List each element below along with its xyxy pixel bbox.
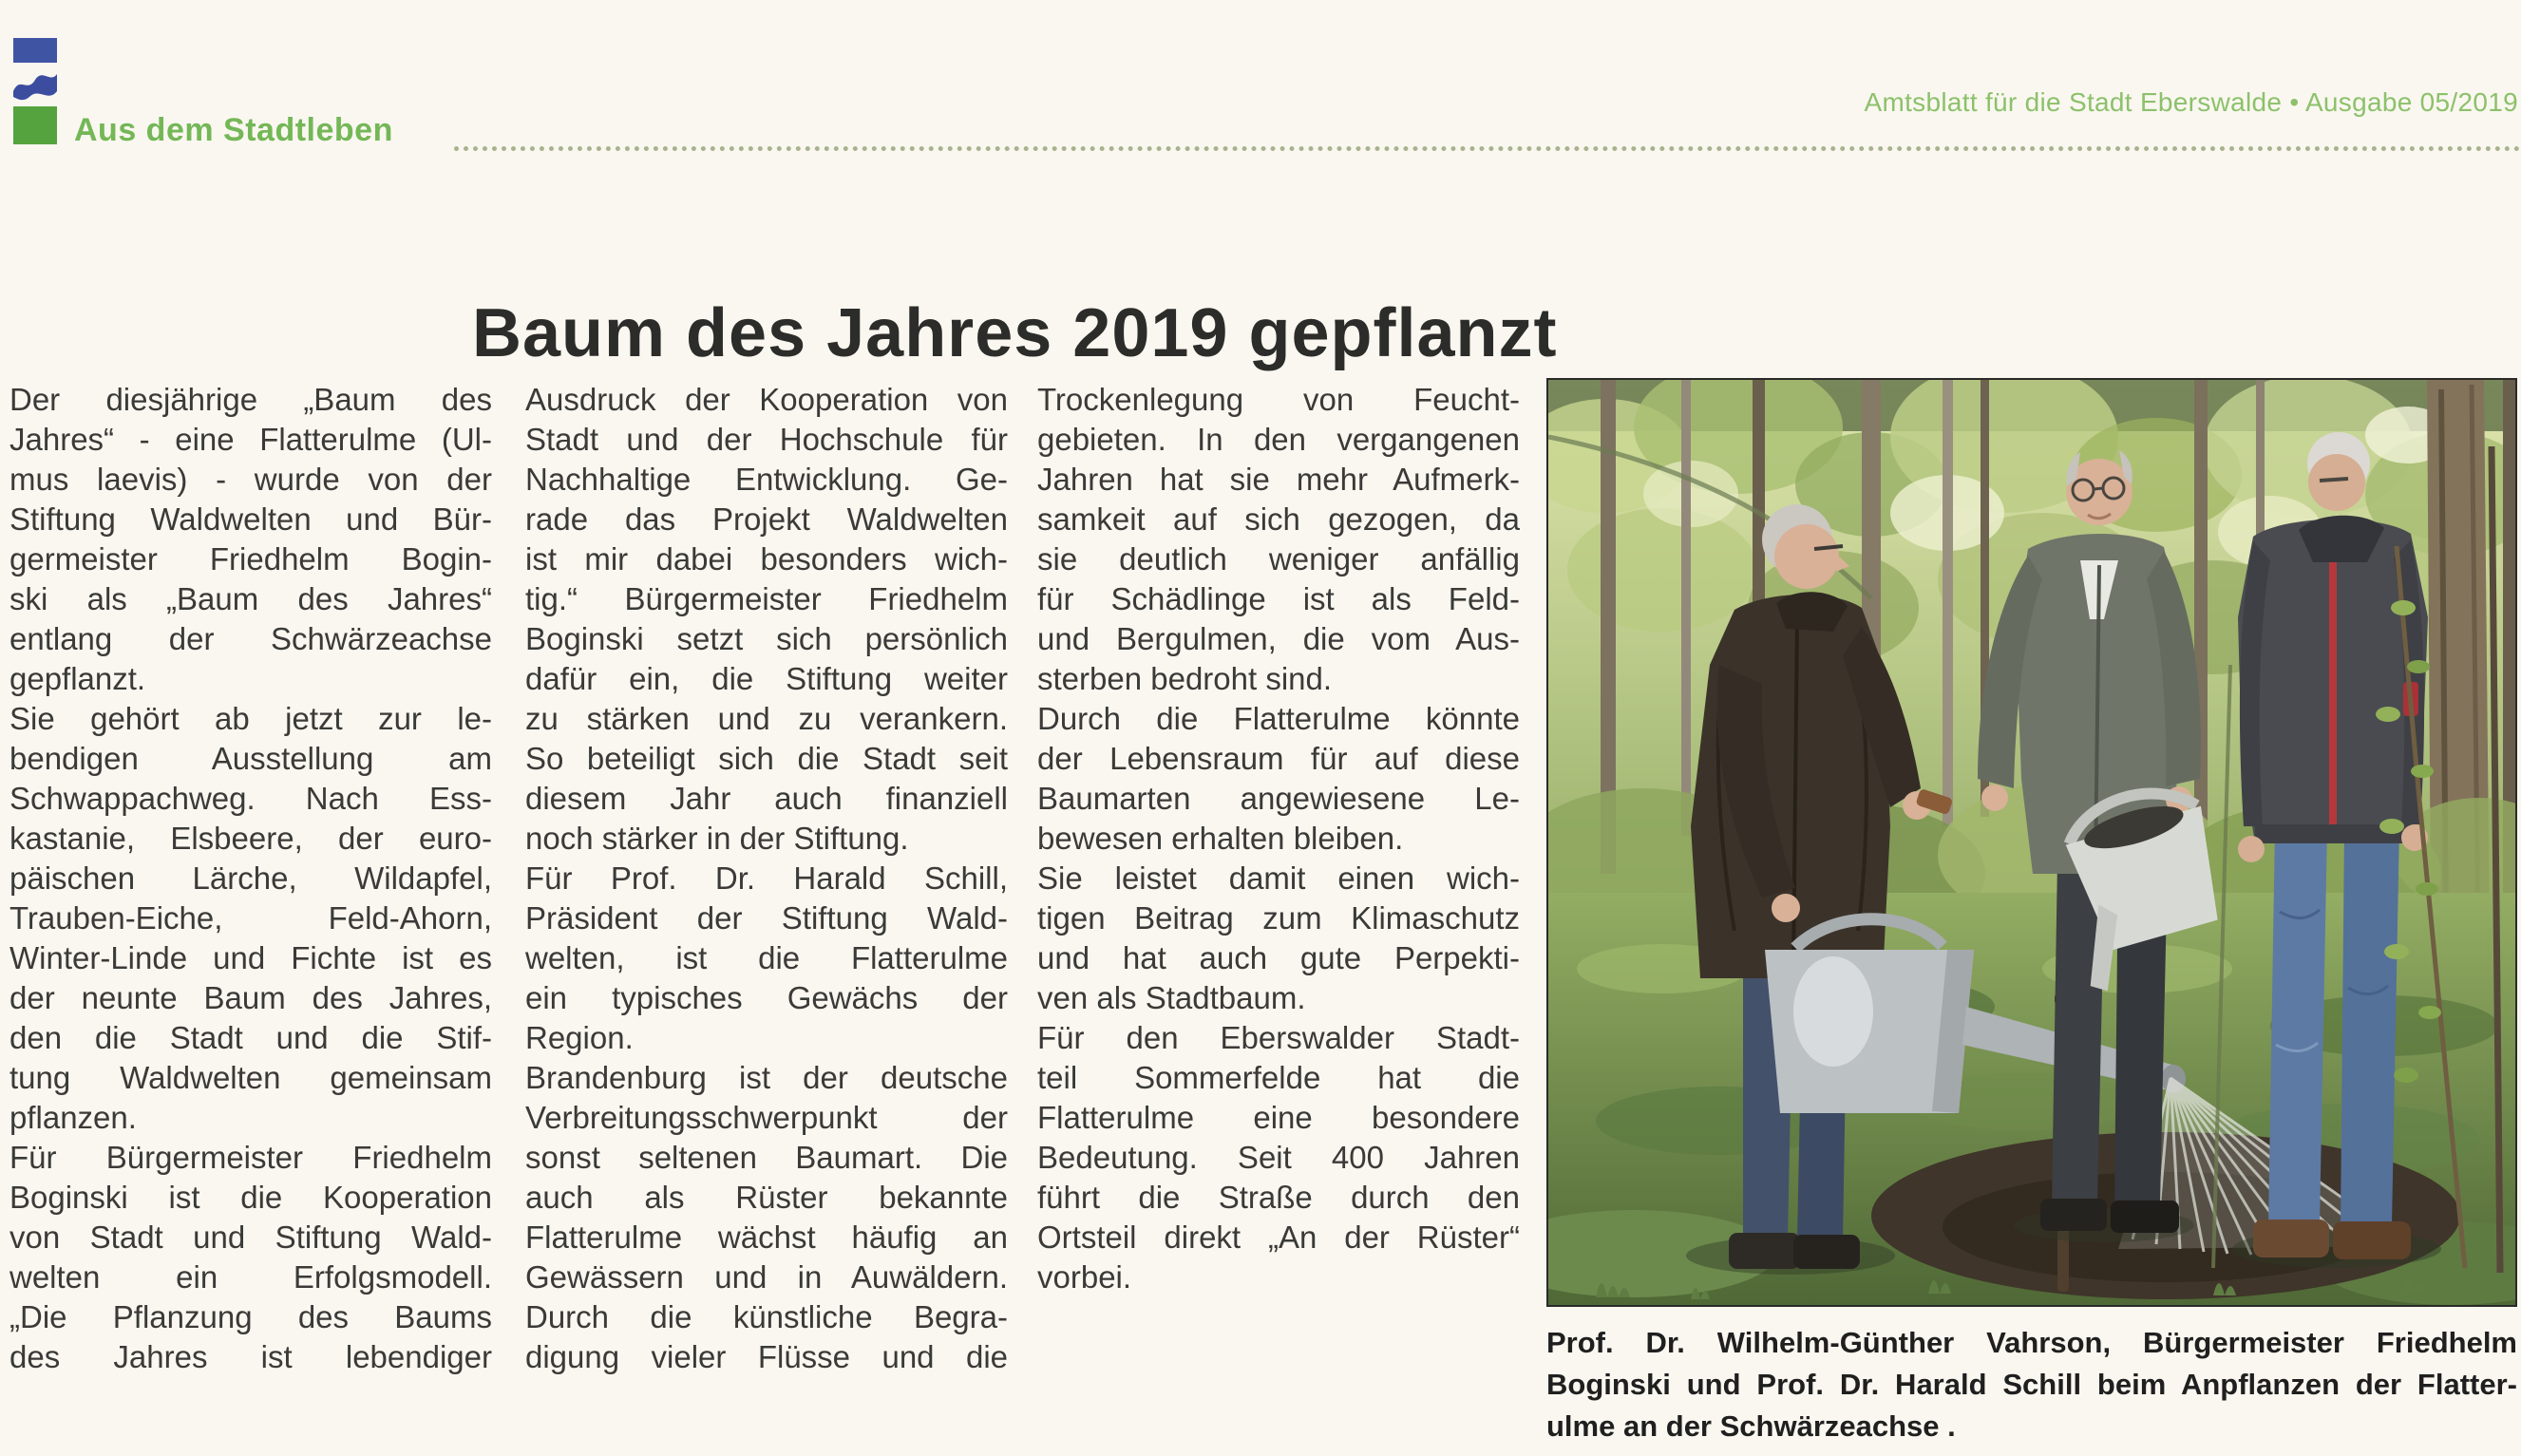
photo-illustration [1548, 380, 2515, 1305]
section-label: Aus dem Stadtleben [74, 112, 393, 148]
article-text-line: Nachhaltige Entwicklung. Ge- [525, 462, 1008, 497]
article-text-line: entlang der Schwärzeachse [9, 621, 492, 656]
article-text-line: sie deutlich weniger anfällig [1037, 541, 1520, 577]
logo-blue-bar [13, 38, 57, 63]
article-text-line: bewesen erhalten bleiben. [1037, 821, 1404, 856]
red-zipper [2329, 562, 2337, 836]
article-text-line: ist mir dabei besonders wich- [525, 541, 1008, 577]
article-text-line: Schwappachweg. Nach Ess- [9, 781, 492, 816]
article-text-line: Der diesjährige „Baum des [9, 382, 492, 417]
article-text-line: Prof. Dr. Wilhelm-Günther Vahrson, Bürgermeister Friedhelm [1546, 1326, 2517, 1359]
article-text-line: Durch die künstliche Begra- [525, 1299, 1008, 1334]
article-text-line: Ausdruck der Kooperation von [525, 382, 1008, 417]
article-text-line: Für den Eberswalder Stadt- [1037, 1020, 1520, 1055]
logo-green-bar [13, 106, 57, 144]
article-text-line: Ortsteil direkt „An der Rüster“ [1037, 1220, 1520, 1255]
article-text-line: kastanie, Elsbeere, der euro- [9, 821, 492, 856]
article-text-line: samkeit auf sich gezogen, da [1037, 501, 1520, 537]
article-text-line: Boginski und Prof. Dr. Harald Schill beim Anpflanzen der Flatter- [1546, 1368, 2517, 1401]
article-text-line: pflanzen. [9, 1100, 137, 1135]
article-text-line: teil Sommerfelde hat die [1037, 1060, 1520, 1095]
article-text-line: und Bergulmen, die vom Aus- [1037, 621, 1520, 656]
article-text-line: Jahren hat sie mehr Aufmerk- [1037, 462, 1520, 497]
article-text-line: Boginski setzt sich persönlich [525, 621, 1008, 656]
article-text-line: Für Prof. Dr. Harald Schill, [525, 860, 1008, 896]
article-column-1 [9, 380, 492, 1377]
article-text-line: ein typisches Gewächs der [525, 980, 1008, 1015]
article-text-line: Flatterulme wächst häufig an [525, 1220, 1008, 1255]
article-text-line: So beteiligt sich die Stadt seit [525, 741, 1008, 776]
article-text-line: dafür ein, die Stiftung weiter [525, 661, 1008, 696]
article-text-line: Brandenburg ist der deutsche [525, 1060, 1008, 1095]
article-text-line: für Schädlinge ist als Feld- [1037, 581, 1520, 616]
article-text-line: Präsident der Stiftung Wald- [525, 900, 1008, 936]
article-text-line: mus laevis) - wurde von der [9, 462, 492, 497]
article-text-line: ulme an der Schwärzeachse . [1546, 1409, 1956, 1443]
logo-wave-icon [13, 70, 57, 101]
article-text-line: Trauben-Eiche, Feld-Ahorn, [9, 900, 492, 936]
article-text-line: tig.“ Bürgermeister Friedhelm [525, 581, 1008, 616]
article-text-line: päischen Lärche, Wildapfel, [9, 860, 492, 896]
photo-caption [1546, 1322, 2517, 1447]
article-text-line: germeister Friedhelm Bogin- [9, 541, 492, 577]
right-man-glasses [2320, 479, 2348, 481]
article-text-line: Sie leistet damit einen wich- [1037, 860, 1520, 896]
article-text-line: digung vieler Flüsse und die [525, 1339, 1008, 1374]
article-text-line: sterben bedroht sind. [1037, 661, 1333, 696]
article-column-2 [525, 380, 1008, 1377]
article-text-line: diesem Jahr auch finanziell [525, 781, 1008, 816]
article-text-line: Durch die Flatterulme könnte [1037, 701, 1520, 736]
eberswalde-logo [13, 38, 57, 144]
article-text-line: noch stärker in der Stiftung. [525, 821, 909, 856]
article-text-line: gepflanzt. [9, 661, 146, 696]
article-text-line: Jahres“ - eine Flatterulme (Ul- [9, 422, 492, 457]
right-man-head [2308, 454, 2365, 511]
article-text-line: Verbreitungsschwerpunkt der [525, 1100, 1008, 1135]
article-text-line: des Jahres ist lebendiger [9, 1339, 492, 1374]
article-text-line: welten, ist die Flatterulme [525, 940, 1008, 975]
article-text-line: Sie gehört ab jetzt zur le- [9, 701, 492, 736]
issue-label: Amtsblatt für die Stadt Eberswalde • Ausgabe 05/2019 [1864, 87, 2518, 117]
article-text-line: Stiftung Waldwelten und Bür- [9, 501, 492, 537]
article-text-line: Region. [525, 1020, 634, 1055]
article-text-line: der neunte Baum des Jahres, [9, 980, 492, 1015]
article-text-line: Für Bürgermeister Friedhelm [9, 1140, 492, 1175]
article-text-line: Boginski ist die Kooperation [9, 1180, 492, 1215]
article-text-line: ski als „Baum des Jahres“ [9, 581, 492, 616]
article-text-line: vorbei. [1037, 1259, 1132, 1295]
article-text-line: rade das Projekt Waldwelten [525, 501, 1008, 537]
article-column-3 [1037, 380, 1520, 1297]
article-text-line: Bedeutung. Seit 400 Jahren [1037, 1140, 1520, 1175]
article-text-line: „Die Pflanzung des Baums [9, 1299, 492, 1334]
article-text-line: Winter-Linde und Fichte ist es [9, 940, 492, 975]
article-text-line: Baumarten angewiesene Le- [1037, 781, 1520, 816]
article-text-line: welten ein Erfolgsmodell. [9, 1259, 492, 1295]
article-text-line: zu stärken und zu verankern. [525, 701, 1008, 736]
article-text-line: tung Waldwelten gemeinsam [9, 1060, 492, 1095]
article-text-line: gebieten. In den vergangenen [1037, 422, 1520, 457]
article-text-line: und hat auch gute Perpekti- [1037, 940, 1520, 975]
article-text-line: führt die Straße durch den [1037, 1180, 1520, 1215]
article-text-line: der Lebensraum für auf diese [1037, 741, 1520, 776]
article-photo [1546, 378, 2517, 1307]
article-text-line: auch als Rüster bekannte [525, 1180, 1008, 1215]
left-man-head [1774, 524, 1839, 589]
article-text-line: Gewässern und in Auwäldern. [525, 1259, 1008, 1295]
article-text-line: von Stadt und Stiftung Wald- [9, 1220, 492, 1255]
article-text-line: Flatterulme eine besondere [1037, 1100, 1520, 1135]
article-text-line: den die Stadt und die Stif- [9, 1020, 492, 1055]
article-text-line: bendigen Ausstellung am [9, 741, 492, 776]
article-text-line: ven als Stadtbaum. [1037, 980, 1306, 1015]
article-text-line: Trockenlegung von Feucht- [1037, 382, 1520, 417]
dotted-rule [454, 122, 2521, 151]
article-text-line: tigen Beitrag zum Klimaschutz [1037, 900, 1520, 936]
article-text-line: sonst seltenen Baumart. Die [525, 1140, 1008, 1175]
article-headline: Baum des Jahres 2019 gepflanzt [472, 295, 1558, 372]
article-text-line: Stadt und der Hochschule für [525, 422, 1008, 457]
